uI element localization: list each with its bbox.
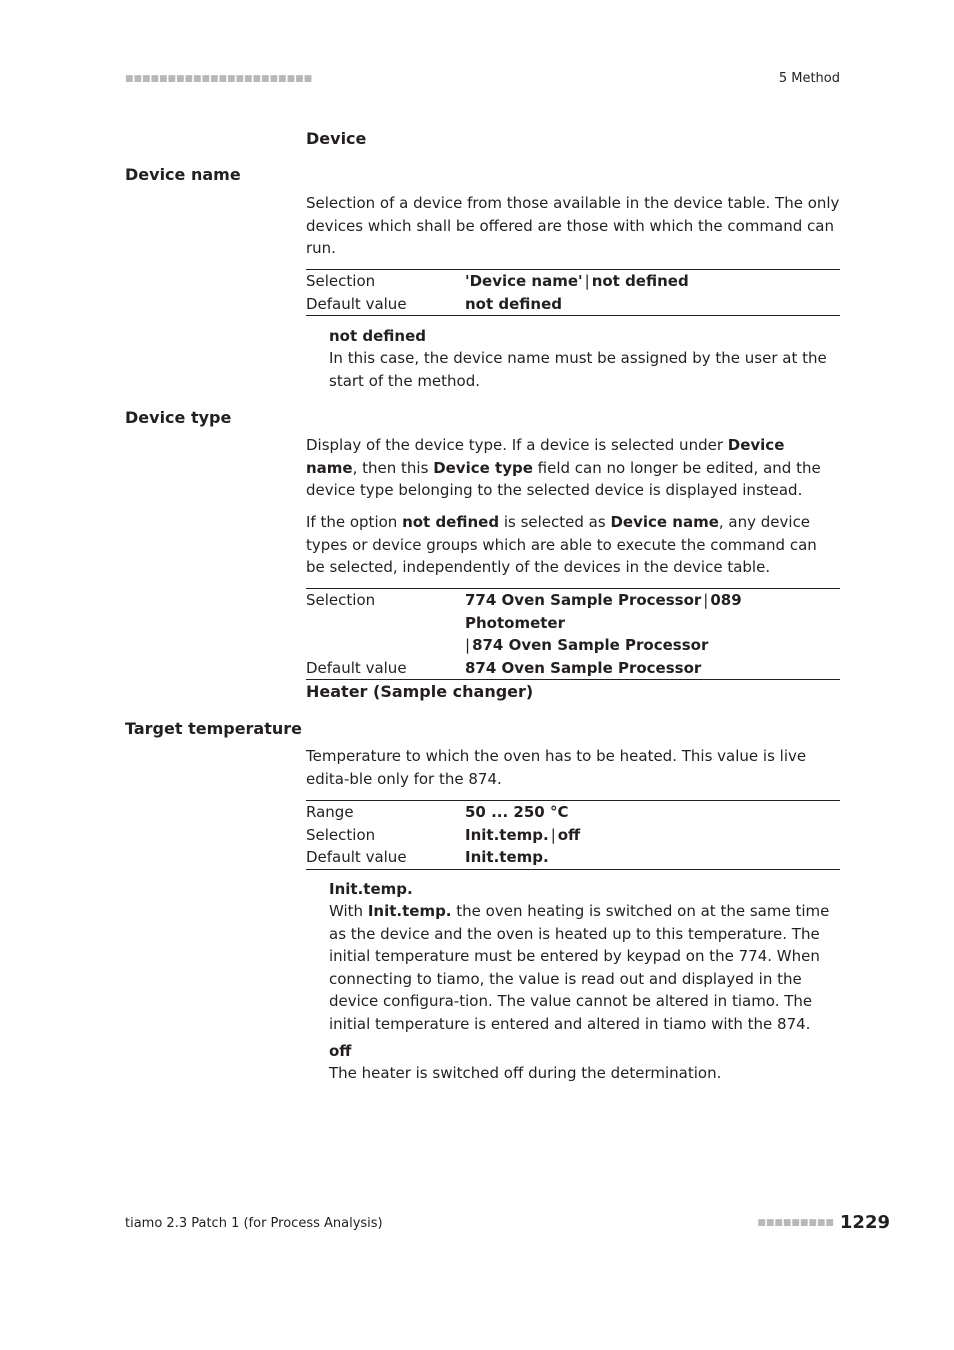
table-row [306,589,840,657]
default-value: 874 Oven Sample Processor [465,658,702,677]
option-not-defined [329,325,841,392]
option-title: not defined [329,327,426,345]
table-row [306,293,840,316]
header-decoration: ■■■■■■■■■■■■■■■■■■■■■■ [125,74,313,84]
option-init-temp [329,878,841,1035]
selection-value: 'Device name' | not defined [465,272,689,290]
default-key: Default value [306,848,407,866]
target-temperature-description: Temperature to which the oven has to be heated. This value is live edita-ble only for the 874. [306,747,807,788]
footer-page-info [757,1212,890,1233]
selection-key: Selection [306,272,376,290]
option-off [329,1040,841,1085]
option-title: Init.temp. [329,880,413,898]
device-name-description: Selection of a device from those available in the device table. The only devices which shall be offered are those with which the command can run. [306,194,840,257]
option-description: In this case, the device name must be assigned by the user at the start of the method. [329,349,827,390]
table-row [306,270,840,293]
target-temperature-spec-table [306,800,840,870]
footer-decoration: ■■■■■■■■■ [757,1217,834,1228]
device-type-description-2: If the option not defined is selected as Device name, any device types or device groups which are able to execute the command can be selected, independently of the devices in the device table. [306,513,817,576]
default-value: Init.temp. [465,848,549,866]
section-heading-heater: Heater (Sample changer) [306,682,534,701]
section-heading-device: Device [306,129,367,148]
chapter-title: 5 Method [778,71,840,86]
default-value: not defined [465,294,562,313]
option-description: With Init.temp. the oven heating is switched on at the same time as the device and the oven is heated up to this temperature. The initial temperature must be entered by keypad on the 774. When connecting to tiamo, the value is read out and displayed in the device configura-tion. The value cannot be altered in tiamo. The initial temperature is entered and altered in tiamo with the 874. [329,902,830,1033]
device-type-spec-table [306,588,840,680]
selection-key: Selection [306,825,376,844]
range-value: 50 ... 250 °C [465,803,569,821]
param-label-device-name: Device name [125,165,241,184]
option-title: off [329,1042,352,1060]
option-description: The heater is switched off during the determination. [329,1064,722,1082]
default-key: Default value [306,294,407,313]
selection-key: Selection [306,591,376,609]
table-row [306,801,840,824]
footer-product-name: tiamo 2.3 Patch 1 (for Process Analysis) [125,1216,383,1231]
param-label-device-type: Device type [125,408,232,427]
device-type-description-1: Display of the device type. If a device is selected under Device name, then this Device type field can no longer be edited, and the device type belonging to the selected device is displayed instead. [306,436,821,499]
default-key: Default value [306,658,407,677]
range-key: Range [306,803,354,821]
selection-value: Init.temp. | off [465,825,581,844]
table-row [306,846,840,869]
table-row [306,657,840,680]
device-name-spec-table [306,269,840,316]
selection-value: 774 Oven Sample Processor | 089 Photometer | 874 Oven Sample Processor [465,591,742,654]
param-label-target-temperature: Target temperature [125,719,303,738]
page-number: 1229 [839,1212,890,1233]
table-row [306,824,840,847]
